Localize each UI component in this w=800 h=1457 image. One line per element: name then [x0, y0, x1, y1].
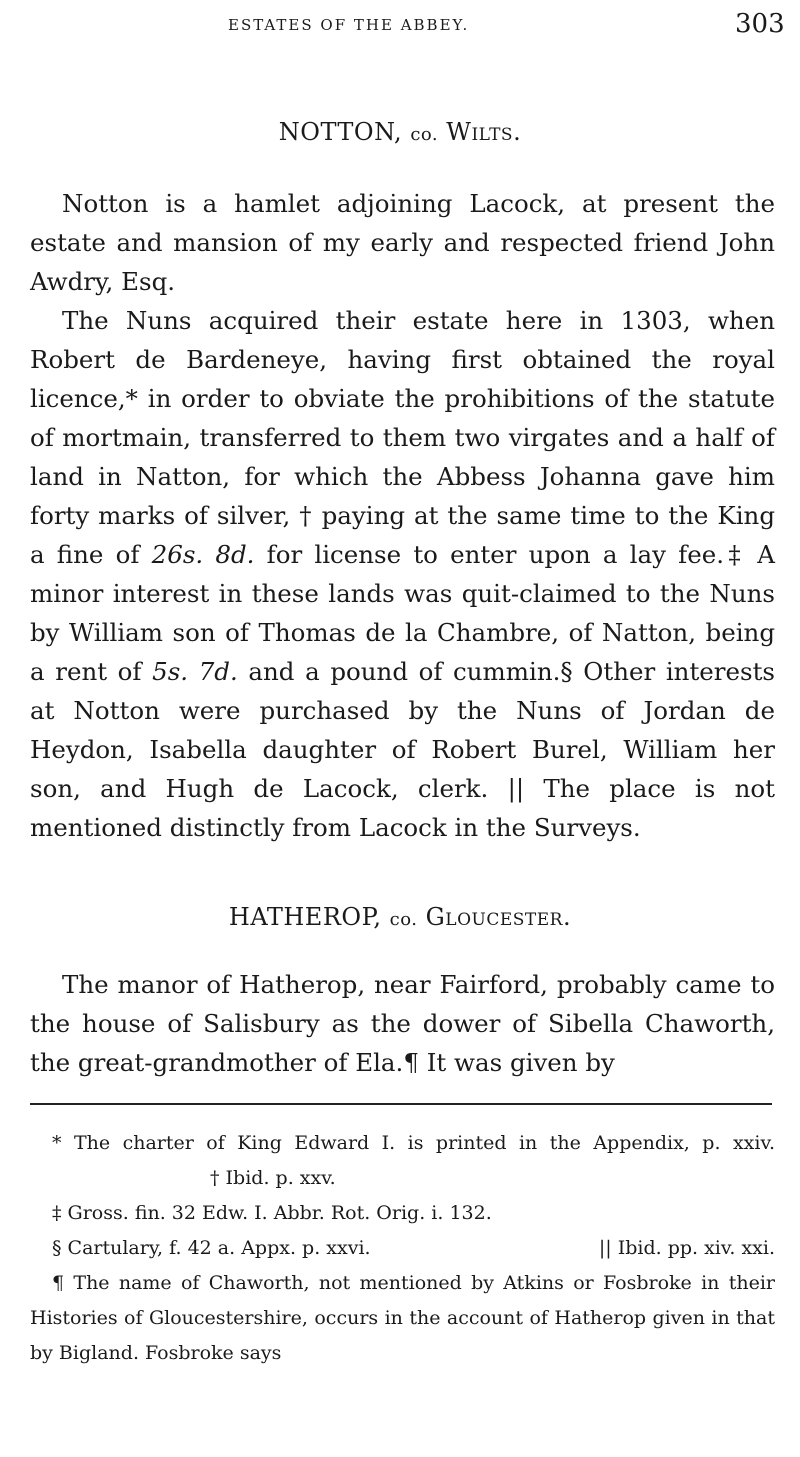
footnote-row: [30, 1231, 775, 1266]
heading-place: NOTTON,: [278, 118, 403, 146]
footnote: ‡ Gross. fin. 32 Edw. I. Abbr. Rot. Orig. i. 132.: [52, 1202, 492, 1224]
footnote-divider: [30, 1103, 772, 1105]
text-run: and a pound of cummin.§ Other interests at Notton were purchased by the Nuns of Jordan de Heydon, Isabella daughter of Robert Burel, William her son, and Hugh de Lacock, clerk. || The place is not mentioned distinctly from Lacock in the Surveys.: [30, 657, 775, 842]
footnote-text: † Ibid. p. xxv.: [210, 1167, 336, 1189]
footnote-row: [30, 1126, 775, 1196]
section-heading-hatherop: [0, 903, 800, 931]
section-heading-notton: [0, 118, 800, 146]
paragraph: The manor of Hatherop, near Fairford, probably came to the house of Salisbury as the dower of Sibella Chaworth, the great-grandmother of Ela.¶ It was given by: [30, 970, 775, 1077]
paragraph: Notton is a hamlet adjoining Lacock, at present the estate and mansion of my early and respected friend John Awdry, Esq.: [30, 189, 775, 296]
footnote-text: || Ibid. pp. xiv. xxi.: [598, 1237, 775, 1259]
paragraph: [30, 301, 775, 847]
heading-county: Wilts.: [446, 118, 522, 146]
hatherop-body: [30, 965, 775, 1082]
text-run: The Nuns acquired their estate here in 1303, when Robert de Bardeneye, having first obtained the royal licence,* in order to obviate the prohibitions of the statute of mortmain, transferred to them two virgates and a half of land in Natton, for which the Abbess Johanna gave him forty marks of silver, † paying at the same time to the King a fine of: [30, 306, 775, 569]
running-head: [0, 0, 800, 40]
heading-co: co.: [389, 909, 418, 930]
text-run: for license to enter upon a lay fee.‡ A minor interest in these lands was quit-claimed to the Nuns by William son of Thomas de la Chambre, of Natton, being a rent of: [30, 540, 775, 686]
page-number: 303: [735, 9, 785, 39]
heading-place: HATHEROP,: [228, 903, 382, 931]
footnotes: [30, 1126, 775, 1371]
amount-italic: 5s. 7d.: [152, 657, 238, 686]
footnote: ¶ The name of Chaworth, not mentioned by Atkins or Fosbroke in their Histories of Gloucestershire, occurs in the account of Hatherop given in that by Bigland. Fosbroke says: [30, 1272, 775, 1364]
running-title: ESTATES OF THE ABBEY.: [228, 16, 470, 34]
footnote: [30, 1126, 775, 1196]
heading-county: Gloucester.: [425, 903, 572, 931]
notton-body: [30, 184, 775, 847]
footnote-text: § Cartulary, f. 42 a. Appx. p. xxvi.: [52, 1237, 371, 1259]
heading-co: co.: [410, 124, 439, 145]
footnote-text: * The charter of King Edward I. is printed in the Appendix, p. xxiv.: [52, 1132, 775, 1154]
amount-italic: 26s. 8d.: [151, 540, 255, 569]
